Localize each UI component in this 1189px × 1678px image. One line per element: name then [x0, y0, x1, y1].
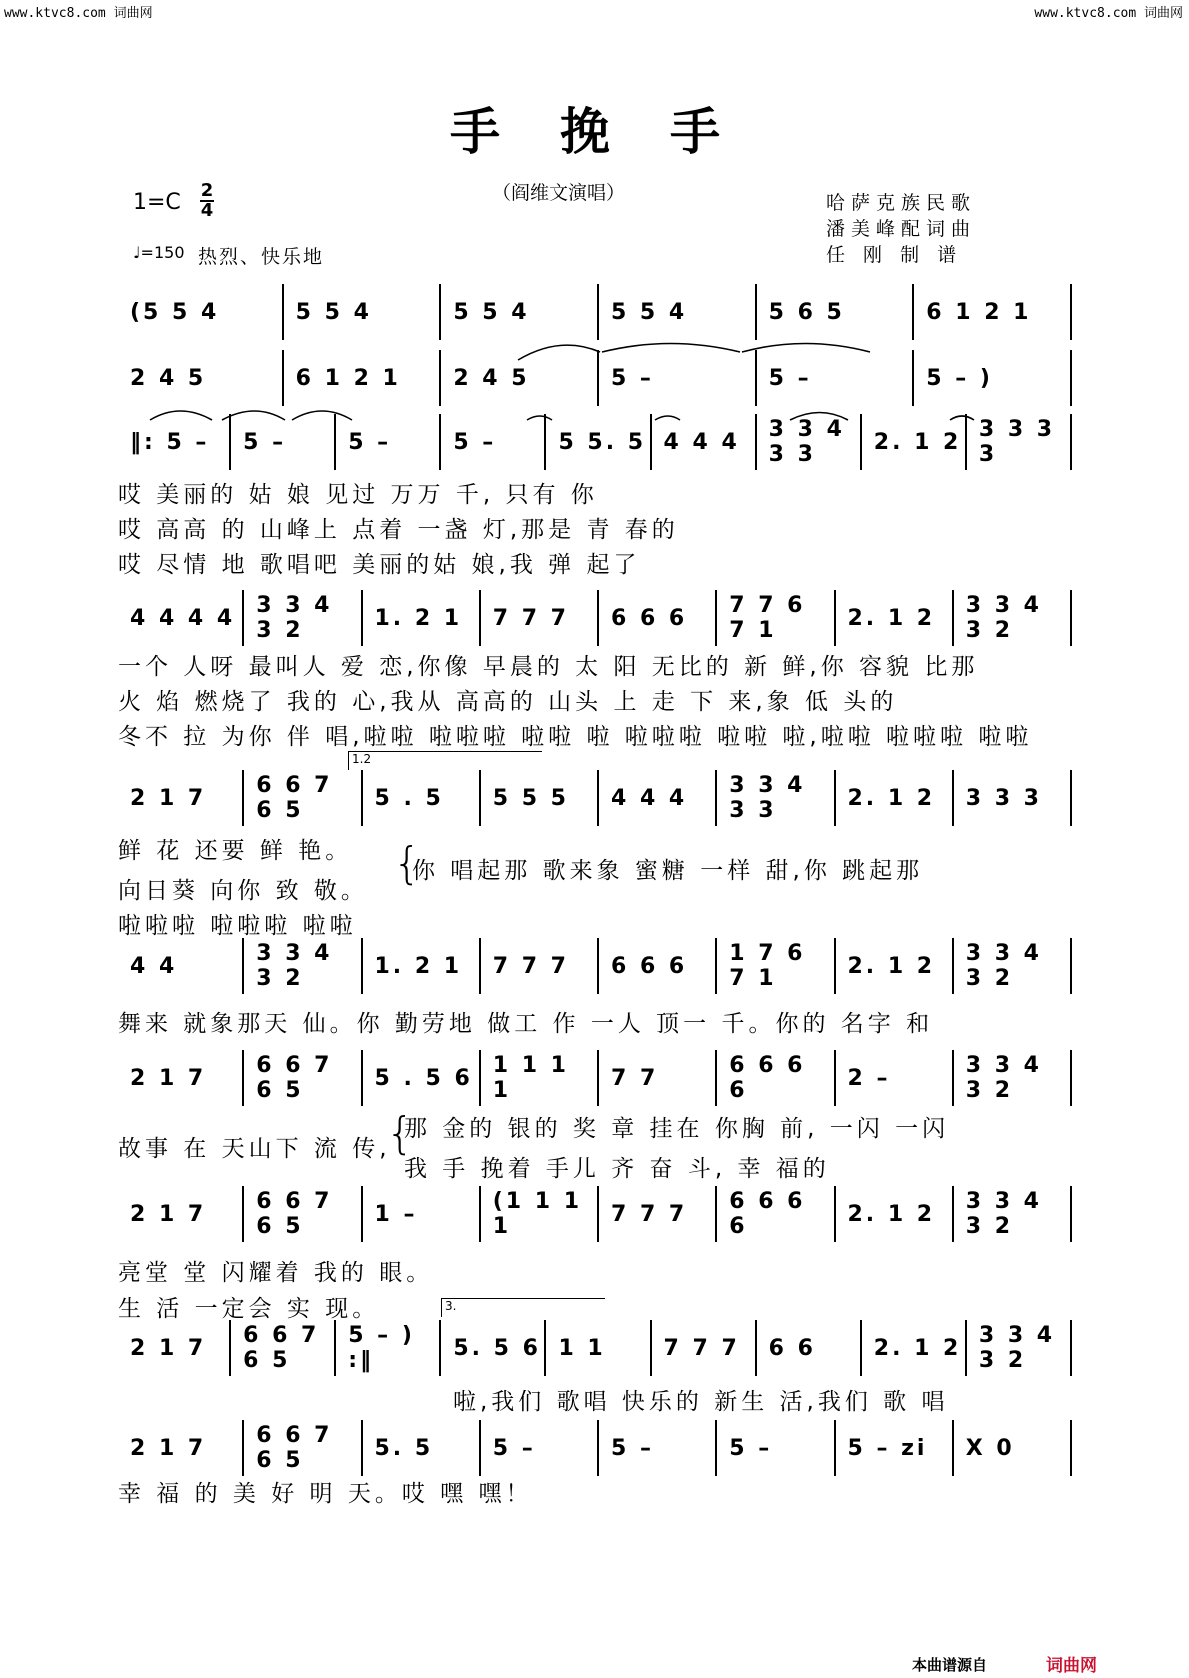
measure: 5 –	[757, 350, 915, 406]
measure: 6 6 6 6	[717, 1186, 835, 1242]
measure: 1. 2 1	[363, 938, 481, 994]
measure: 5. 5	[363, 1420, 481, 1476]
measure: 5 . 5	[363, 770, 481, 826]
lyric-line-12: 故事 在 天山下 流 传,	[118, 1136, 391, 1162]
measure: (1 1 1 1	[481, 1186, 599, 1242]
measure: 3 3 4 3 2	[954, 938, 1072, 994]
tempo: ♩=150	[133, 243, 185, 262]
measure: 5. 5 6	[441, 1320, 546, 1376]
measure: 6 6 7 6 5	[244, 1420, 362, 1476]
measure: 5 – )	[914, 350, 1072, 406]
watermark-left: www.ktvc8.com 词曲网	[4, 6, 153, 21]
credit-origin: 哈萨克族民歌	[826, 192, 977, 214]
lyric-line-15: 亮堂 堂 闪耀着 我的 眼。	[118, 1260, 434, 1286]
measure: 5 –	[336, 414, 441, 470]
measure: 2 1 7	[126, 1186, 244, 1242]
measure: 2 4 5	[441, 350, 599, 406]
measure: 1 7 6 7 1	[717, 938, 835, 994]
measure: 5 – zi	[836, 1420, 954, 1476]
credit-lyricist: 潘美峰配词曲	[826, 218, 977, 240]
measure: 3 3 4 3 2	[967, 1320, 1072, 1376]
slur-arc	[655, 416, 680, 420]
measure: 5 5 4	[599, 284, 757, 340]
measure: 5 5. 5	[546, 414, 651, 470]
measure: 5 –	[441, 414, 546, 470]
measure: 5 . 5 6	[363, 1050, 481, 1106]
tie-arc	[222, 411, 285, 420]
measure: 7 7 6 7 1	[717, 590, 835, 646]
lyric-line-7: 鲜 花 还要 鲜 艳。	[118, 838, 353, 864]
measure: 1 1 1 1	[481, 1050, 599, 1106]
measure: 7 7 7	[481, 590, 599, 646]
watermark-right: www.ktvc8.com 词曲网	[1034, 6, 1183, 21]
slur-arc	[950, 416, 974, 420]
measure: 5 –	[231, 414, 336, 470]
measure: 2 –	[836, 1050, 954, 1106]
measure: X 0	[954, 1420, 1072, 1476]
lyric-line-11: 舞来 就象那天 仙。你 勤劳地 做工 作 一人 顶一 千。你的 名字 和	[118, 1011, 934, 1037]
measure: 2. 1 2	[862, 1320, 967, 1376]
measure: 3 3 4 3 2	[244, 590, 362, 646]
tie-arc	[742, 344, 870, 353]
measure: 5 – ) :‖	[336, 1320, 441, 1376]
measure: 4 4 4 4	[126, 590, 244, 646]
measure: 3 3 4 3 2	[954, 1186, 1072, 1242]
lyric-line-6: 冬不 拉 为你 伴 唱,啦啦 啦啦啦 啦啦 啦 啦啦啦 啦啦 啦,啦啦 啦啦啦 啦啦	[118, 724, 1033, 750]
measure: 7 7 7	[599, 1186, 717, 1242]
lyric-brace-2: {	[386, 1108, 414, 1159]
time-sig-bottom: 4	[200, 200, 214, 221]
lyric-brace-1: {	[393, 838, 421, 889]
measure: 1. 2 1	[363, 590, 481, 646]
lyric-line-14: 我 手 挽着 手儿 齐 奋 斗, 幸 福的	[404, 1156, 830, 1182]
measure: 4 4	[126, 938, 244, 994]
lyric-line-8: 你 唱起那 歌来象 蜜糖 一样 甜,你 跳起那	[412, 858, 924, 884]
measure: 2. 1 2	[836, 1186, 954, 1242]
lyric-line-10: 啦啦啦 啦啦啦 啦啦	[118, 913, 357, 939]
measure: 2. 1 2	[836, 590, 954, 646]
tie-arc	[518, 345, 600, 360]
measure: 2 1 7	[126, 1320, 231, 1376]
lyric-line-4: 一个 人呀 最叫人 爱 恋,你像 早晨的 太 阳 无比的 新 鲜,你 容貌 比那	[118, 654, 979, 680]
volta-1-2: 1.2	[348, 751, 542, 770]
volta-3: 3.	[441, 1298, 605, 1317]
song-title: 手挽手	[450, 102, 780, 161]
time-sig-top: 2	[200, 180, 214, 201]
tie-arc	[150, 411, 212, 420]
lyric-line-3: 哎 尽情 地 歌唱吧 美丽的姑 娘,我 弹 起了	[118, 552, 641, 578]
measure: 5 –	[599, 350, 757, 406]
measure: 5 –	[717, 1420, 835, 1476]
measure: 3 3 3	[954, 770, 1072, 826]
measure: 6 6 7 6 5	[231, 1320, 336, 1376]
measure: 7 7 7	[481, 938, 599, 994]
measure: 5 5 4	[441, 284, 599, 340]
measure: 3 3 4 3 3	[717, 770, 835, 826]
measure: 3 3 4 3 2	[954, 1050, 1072, 1106]
measure: 5 –	[481, 1420, 599, 1476]
lyric-line-16: 生 活 一定会 实 现。	[118, 1296, 380, 1322]
measure: 3 3 4 3 3	[757, 414, 862, 470]
lyric-line-17: 啦,我们 歌唱 快乐的 新生 活,我们 歌 唱	[453, 1389, 949, 1415]
measure: 3 3 4 3 2	[244, 938, 362, 994]
lyric-line-5: 火 焰 燃烧了 我的 心,我从 高高的 山头 上 走 下 来,象 低 头的	[118, 689, 898, 715]
tie-arc	[602, 344, 740, 353]
measure: 4 4 4	[599, 770, 717, 826]
measure: 1 1	[546, 1320, 651, 1376]
measure: 5 5 4	[284, 284, 442, 340]
site-logo: 词曲网	[1046, 1656, 1097, 1676]
measure: 6 6 6	[599, 590, 717, 646]
measure: 2. 1 2	[862, 414, 967, 470]
measure: 6 1 2 1	[914, 284, 1072, 340]
measure: 2 1 7	[126, 1050, 244, 1106]
measure: 7 7 7	[652, 1320, 757, 1376]
measure: 6 6 7 6 5	[244, 1186, 362, 1242]
measure: 6 6 6 6	[717, 1050, 835, 1106]
measure: 5 5 5	[481, 770, 599, 826]
measure: 2. 1 2	[836, 770, 954, 826]
lyric-line-9: 向日葵 向你 致 敬。	[118, 878, 368, 904]
lyric-line-1: 哎 美丽的 姑 娘 见过 万万 千, 只有 你	[118, 482, 598, 508]
measure: 6 6	[757, 1320, 862, 1376]
lyric-line-13: 那 金的 银的 奖 章 挂在 你胸 前, 一闪 一闪	[404, 1116, 950, 1142]
measure: 5 –	[599, 1420, 717, 1476]
credit-transcriber: 任 刚 制 谱	[826, 244, 963, 266]
key-signature: 1=C	[133, 190, 181, 215]
measure: 6 6 6	[599, 938, 717, 994]
measure: 6 1 2 1	[284, 350, 442, 406]
lyric-line-18: 幸 福 的 美 好 明 天。哎 嘿 嘿！	[118, 1481, 533, 1507]
measure: 1 –	[363, 1186, 481, 1242]
measure: 2 1 7	[126, 1420, 244, 1476]
measure: 2 4 5	[126, 350, 284, 406]
measure: 3 3 3 3	[967, 414, 1072, 470]
measure: (5 5 4	[126, 284, 284, 340]
lyric-line-2: 哎 高高 的 山峰上 点着 一盏 灯,那是 青 春的	[118, 517, 679, 543]
measure: 5 6 5	[757, 284, 915, 340]
measure: 6 6 7 6 5	[244, 1050, 362, 1106]
tie-arc	[292, 411, 352, 420]
slur-arc	[527, 416, 552, 420]
measure: 2. 1 2	[836, 938, 954, 994]
measure: 6 6 7 6 5	[244, 770, 362, 826]
expression-mark: 热烈、快乐地	[198, 246, 325, 268]
measure: 7 7	[599, 1050, 717, 1106]
measure: ‖: 5 –	[126, 414, 231, 470]
slur-arc	[790, 413, 848, 421]
source-note: 本曲谱源自	[912, 1656, 988, 1674]
measure: 3 3 4 3 2	[954, 590, 1072, 646]
performer: （阎维文演唱）	[492, 182, 626, 204]
measure: 4 4 4	[652, 414, 757, 470]
measure: 2 1 7	[126, 770, 244, 826]
